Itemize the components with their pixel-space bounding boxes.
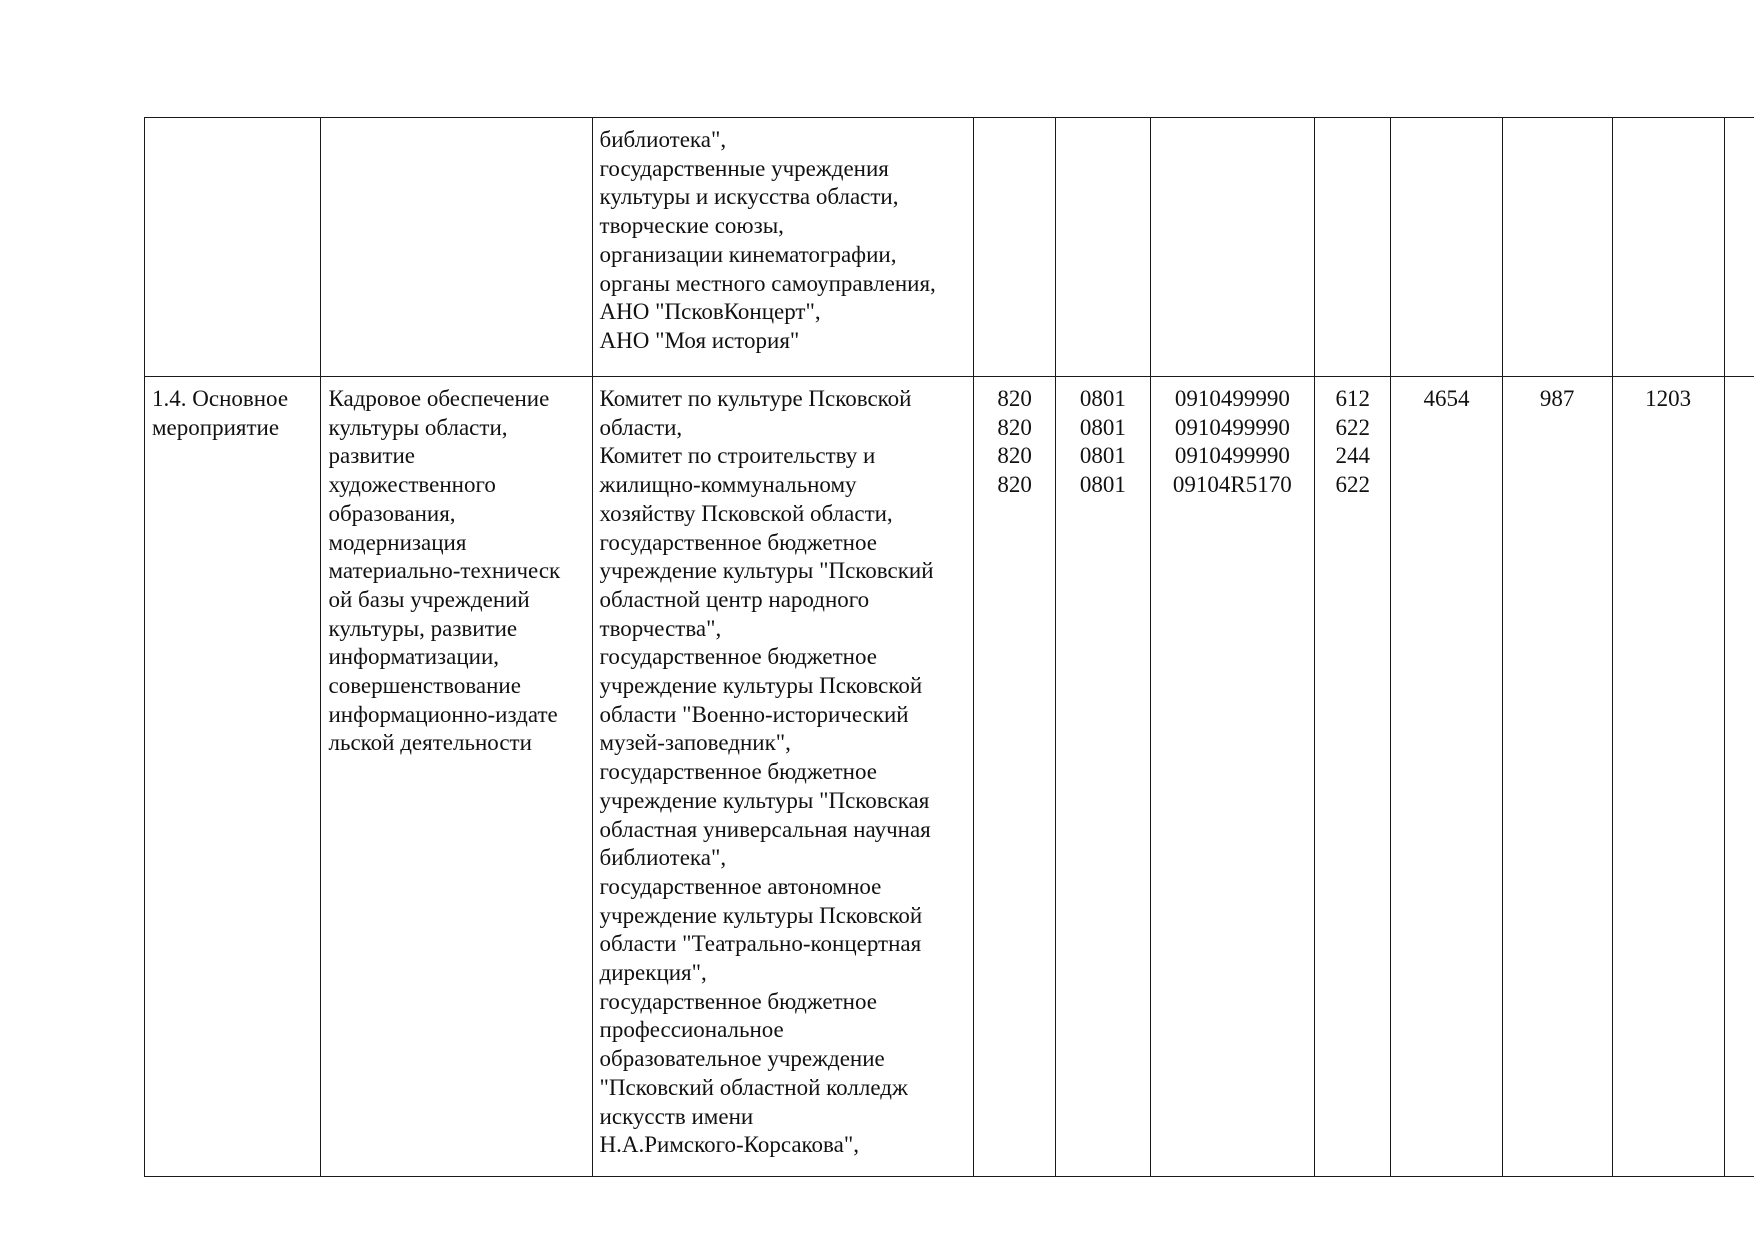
rzpr-cell: 0801 0801 0801 0801 bbox=[1056, 377, 1150, 1177]
value3-cell bbox=[1612, 118, 1724, 377]
value1-cell bbox=[1391, 118, 1502, 377]
value2-cell bbox=[1502, 118, 1612, 377]
value3-cell: 1203 bbox=[1612, 377, 1724, 1177]
truncated-cell bbox=[1724, 118, 1754, 377]
vr-cell: 612 622 244 622 bbox=[1315, 377, 1391, 1177]
vr-cell bbox=[1315, 118, 1391, 377]
activity-cell: 1.4. Основное мероприятие bbox=[145, 377, 321, 1177]
value1-cell: 4654 bbox=[1391, 377, 1502, 1177]
executors-cell: библиотека", государственные учреждения культуры и искусства области, творческие союзы, организации кинематографии, органы местного самоуправления, АНО "ПсковКонцерт", АНО "Моя история" bbox=[592, 118, 973, 377]
rzpr-cell bbox=[1056, 118, 1150, 377]
grbs-cell bbox=[973, 118, 1055, 377]
budget-table bbox=[144, 117, 1754, 1177]
table-row bbox=[145, 118, 1754, 377]
description-cell: Кадровое обеспечение культуры области, развитие художественного образования, модернизация материально-техническ ой базы учреждений культуры, развитие информатизации, совершенствование информационно-издате льской деятельности bbox=[321, 377, 592, 1177]
table-row bbox=[145, 377, 1754, 1177]
csr-cell: 0910499990 0910499990 0910499990 09104R5170 bbox=[1150, 377, 1314, 1177]
activity-cell bbox=[145, 118, 321, 377]
truncated-cell bbox=[1724, 377, 1754, 1177]
grbs-cell: 820 820 820 820 bbox=[973, 377, 1055, 1177]
csr-cell bbox=[1150, 118, 1314, 377]
description-cell bbox=[321, 118, 592, 377]
value2-cell: 987 bbox=[1502, 377, 1612, 1177]
executors-cell: Комитет по культуре Псковской области, Комитет по строительству и жилищно-коммунальному хозяйству Псковской области, государственное бюджетное учреждение культуры "Псковский областной центр народного творчества", государственное бюджетное учреждение культуры Псковской области "Военно-исторический музей-заповедник", государственное бюджетное учреждение культуры "Псковская областная универсальная научная библиотека", государственное автономное учреждение культуры Псковской области "Театрально-концертная дирекция", государственное бюджетное профессиональное образовательное учреждение "Псковский областной колледж искусств имени Н.А.Римского-Корсакова", bbox=[592, 377, 973, 1177]
